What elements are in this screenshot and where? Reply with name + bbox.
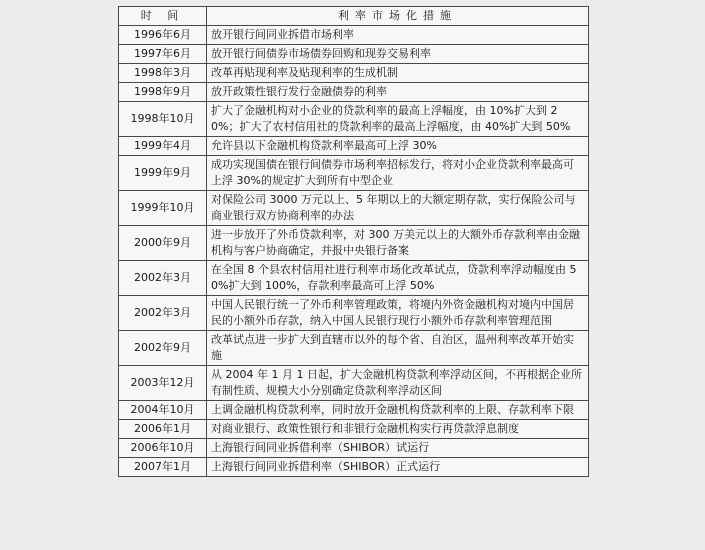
row-measure: 改革试点进一步扩大到直辖市以外的每个省、自治区，温州利率改革开始实施	[207, 331, 589, 366]
row-time: 1999年4月	[119, 137, 207, 156]
table-row	[119, 45, 589, 64]
table-row	[119, 401, 589, 420]
row-time: 2002年3月	[119, 261, 207, 296]
row-measure: 放开银行间债券市场债券回购和现券交易利率	[207, 45, 589, 64]
row-time: 2004年10月	[119, 401, 207, 420]
table-body	[119, 26, 589, 477]
table-row	[119, 261, 589, 296]
header-time: 时 间	[119, 7, 207, 26]
row-measure: 扩大了金融机构对小企业的贷款利率的最高上浮幅度，由 10%扩大到 20%；扩大了农村信用社的贷款利率的最高上浮幅度，由 40%扩大到 50%	[207, 102, 589, 137]
row-measure: 允许县以下金融机构贷款利率最高可上浮 30%	[207, 137, 589, 156]
table-row	[119, 366, 589, 401]
table-row	[119, 191, 589, 226]
table-row	[119, 83, 589, 102]
document-sheet	[118, 6, 588, 477]
row-measure: 对保险公司 3000 万元以上、5 年期以上的大额定期存款，实行保险公司与商业银行双方协商利率的办法	[207, 191, 589, 226]
row-measure: 在全国 8 个县农村信用社进行利率市场化改革试点，贷款利率浮动幅度由 50%扩大到 100%，存款利率最高可上浮 50%	[207, 261, 589, 296]
row-time: 1999年10月	[119, 191, 207, 226]
table-row	[119, 26, 589, 45]
row-time: 2006年10月	[119, 439, 207, 458]
table-row	[119, 102, 589, 137]
table-row	[119, 458, 589, 477]
table-row	[119, 226, 589, 261]
row-time: 1998年10月	[119, 102, 207, 137]
row-measure: 放开银行间同业拆借市场利率	[207, 26, 589, 45]
row-time: 1999年9月	[119, 156, 207, 191]
row-measure: 成功实现国债在银行间债券市场利率招标发行，将对小企业贷款利率最高可上浮 30%的规定扩大到所有中型企业	[207, 156, 589, 191]
row-measure: 上海银行间同业拆借利率（SHIBOR）正式运行	[207, 458, 589, 477]
row-measure: 对商业银行、政策性银行和非银行金融机构实行再贷款浮息制度	[207, 420, 589, 439]
table-row	[119, 137, 589, 156]
table-row	[119, 420, 589, 439]
row-measure: 放开政策性银行发行金融债券的利率	[207, 83, 589, 102]
table-row	[119, 296, 589, 331]
table-row	[119, 156, 589, 191]
row-time: 2002年3月	[119, 296, 207, 331]
row-measure: 上调金融机构贷款利率，同时放开金融机构贷款利率的上限、存款利率下限	[207, 401, 589, 420]
row-time: 1997年6月	[119, 45, 207, 64]
table-row	[119, 331, 589, 366]
table-row	[119, 439, 589, 458]
row-measure: 从 2004 年 1 月 1 日起，扩大金融机构贷款利率浮动区间，不再根据企业所有制性质、规模大小分别确定贷款利率浮动区间	[207, 366, 589, 401]
row-measure: 进一步放开了外币贷款利率，对 300 万美元以上的大额外币存款利率由金融机构与客户协商确定，并报中央银行备案	[207, 226, 589, 261]
interest-rate-reform-table	[118, 6, 589, 477]
row-time: 1996年6月	[119, 26, 207, 45]
row-time: 2006年1月	[119, 420, 207, 439]
row-time: 2000年9月	[119, 226, 207, 261]
row-time: 2007年1月	[119, 458, 207, 477]
row-time: 2003年12月	[119, 366, 207, 401]
row-measure: 上海银行间同业拆借利率（SHIBOR）试运行	[207, 439, 589, 458]
row-time: 2002年9月	[119, 331, 207, 366]
row-time: 1998年3月	[119, 64, 207, 83]
table-row	[119, 64, 589, 83]
row-measure: 改革再贴现利率及贴现利率的生成机制	[207, 64, 589, 83]
row-time: 1998年9月	[119, 83, 207, 102]
header-measures: 利率市场化措施	[207, 7, 589, 26]
row-measure: 中国人民银行统一了外币利率管理政策，将境内外资金融机构对境内中国居民的小额外币存款，纳入中国人民银行现行小额外币存款利率管理范围	[207, 296, 589, 331]
table-header-row	[119, 7, 589, 26]
